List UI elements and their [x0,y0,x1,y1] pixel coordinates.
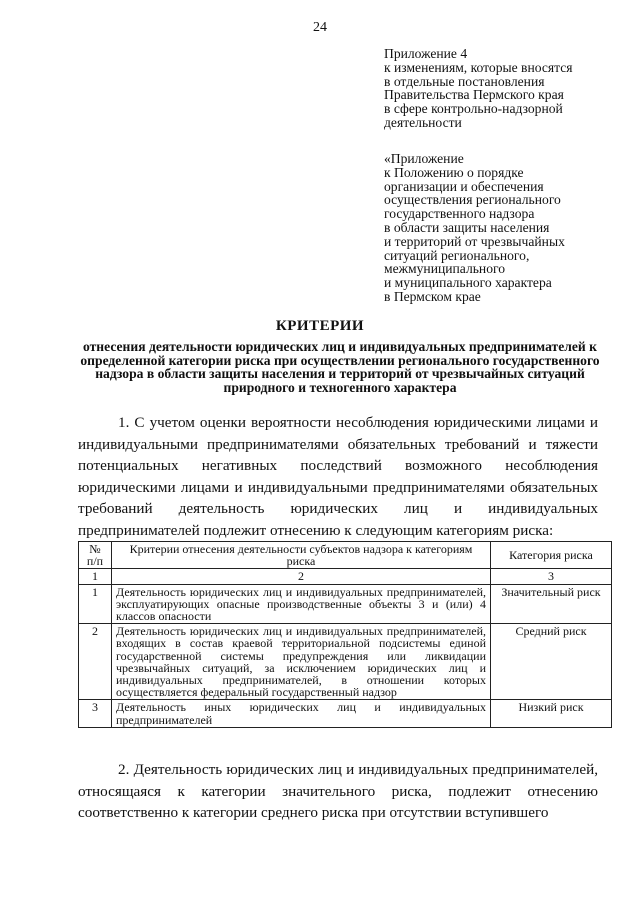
table-row [79,624,612,700]
row-category: Низкий риск [491,700,612,727]
row-criteria: Деятельность юридических лиц и индивидуальных предпринимателей, эксплуатирующих опасные производственные объекты 3 и (или) 4 классов опасности [112,584,491,624]
row-category: Средний риск [491,624,612,700]
appendix-header: Приложение 4 к изменениям, которые вносятся в отдельные постановления Правительства Пермского края в сфере контрольно-надзорной деятельности [384,46,573,130]
header-number: № п/п [79,542,112,569]
row-number: 1 [79,584,112,624]
column-number-row [79,569,612,584]
column-number: 3 [491,569,612,584]
paragraph-1 [78,412,598,542]
header-category: Категория риска [491,542,612,569]
page-number: 24 [313,20,327,35]
paragraph-2 [78,759,598,824]
row-criteria: Деятельность юридических лиц и индивидуальных предпринимателей, входящих в состав краевой территориальной подсистемы единой государственной системы предупреждения или ликвидации чрезвычайных ситуаций, за исключением юридических лиц и индивидуальных предпринимателей, в отношении которых осуществляется федеральный государственный надзор [112,624,491,700]
table-header-row [79,542,612,569]
row-number: 3 [79,700,112,727]
row-number: 2 [79,624,112,700]
document-subtitle: отнесения деятельности юридических лиц и индивидуальных предпринимателей к определенной категории риска при осуществлении регионального государственного надзора в области защиты населения и территорий от чрезвычайных ситуаций природного и техногенного характера [80,339,600,395]
table-row [79,700,612,727]
paragraph-1-text: 1. С учетом оценки вероятности несоблюдения юридическими лицами и индивидуальными предпринимателями обязательных требований и тяжести потенциальных негативных последствий возможного несоблюдения юридическими лицами и индивидуальными предпринимателями обязательных требований деятельность юридических лиц и индивидуальных предпринимателей подлежит отнесению к следующим категориям риска: [78,414,598,539]
paragraph-2-text: 2. Деятельность юридических лиц и индивидуальных предпринимателей, относящаяся к категории значительного риска, подлежит отнесению соответственно к категории среднего риска при отсутствии вступившего [78,761,598,822]
column-number: 1 [79,569,112,584]
appendix-header-positions: «Приложение к Положению о порядке организации и обеспечения осуществления регионального государственного надзора в области защиты населения и территорий от чрезвычайных ситуаций регионального, межмуниципального и муниципального характера в Пермском крае [384,151,565,304]
column-number: 2 [112,569,491,584]
row-category: Значительный риск [491,584,612,624]
criteria-table [78,541,612,728]
row-criteria: Деятельность иных юридических лиц и индивидуальных предпринимателей [112,700,491,727]
document-title: КРИТЕРИИ [275,318,365,334]
header-criteria: Критерии отнесения деятельности субъектов надзора к категориям риска [112,542,491,569]
table-row [79,584,612,624]
